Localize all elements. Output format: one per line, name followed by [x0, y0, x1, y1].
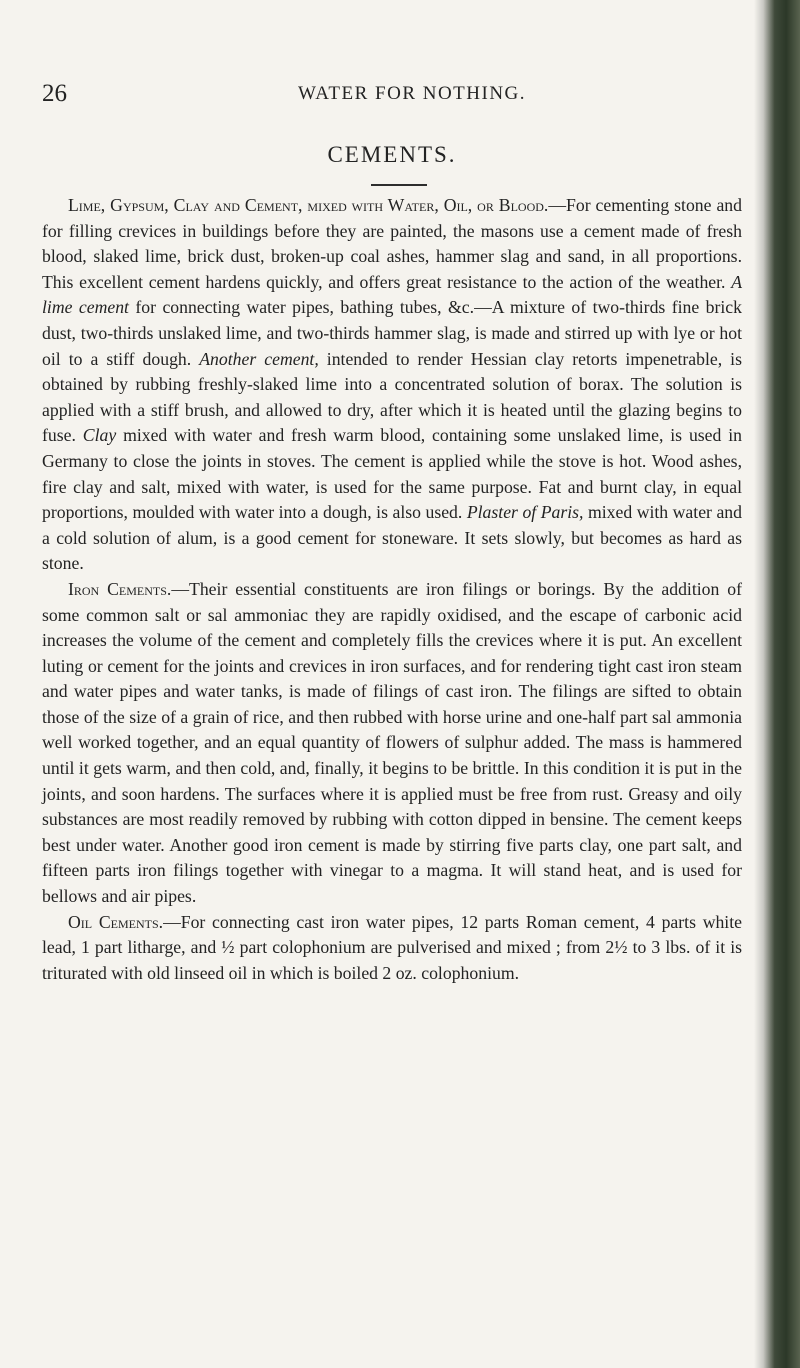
section-title: CEMENTS. — [327, 142, 457, 167]
page-edge-shadow — [754, 0, 800, 1368]
page-number: 26 — [42, 80, 67, 107]
paragraph-iron-cements: Iron Cements.—Their essential constituents are iron filings or borings. By the addition of some common salt or sal ammoniac they are rapidly oxidised, and the escape of carbonic acid increases the volume of the cement and completely fills the crevices where it is put. An excellent luting or cement for the joints and crevices in iron surfaces, and for rendering tight cast iron steam and water pipes and water tanks, is made of filings of cast iron. The filings are sifted to obtain those of the size of a grain of rice, and then rubbed with horse urine and one-half part sal ammonia well worked together, and an equal quantity of flowers of sulphur added. The mass is hammered until it gets warm, and then cold, and, finally, it begins to be brittle. In this condition it is put in the joints, and soon hardens. The surfaces where it is applied must be free from rust. Greasy and oily substances are most readily removed by rubbing with cotton dipped in bensine. The cement keeps best under water. Another good iron cement is made by stirring five parts clay, one part salt, and fifteen parts iron filings together with vinegar to a magma. It will stand heat, and is used for bellows and air pipes. — [42, 578, 742, 907]
body-text — [42, 193, 742, 986]
paragraph-heading: Iron Cements. — [68, 578, 172, 599]
paragraph-heading: Lime, Gypsum, Clay and Cement, mixed with Water, Oil, or Blood. — [68, 195, 549, 215]
running-head: WATER FOR NOTHING. — [297, 83, 527, 104]
paragraph-heading: Oil Cements. — [68, 911, 164, 932]
page-header — [42, 80, 742, 112]
title-rule — [371, 184, 427, 186]
paragraph-oil-cements: Oil Cements.—For connecting cast iron water pipes, 12 parts Roman cement, 4 parts white lead, 1 part litharge, and ½ part colophonium are pulverised and mixed ; from 2½ to 3 lbs. of it is triturated with old linseed oil in which is boiled 2 oz. colophonium. — [42, 911, 742, 983]
paragraph-lime-gypsum: Lime, Gypsum, Clay and Cement, mixed with Water, Oil, or Blood.—For cementing stone and for filling crevices in buildings before they are painted, the masons use a cement made of fresh blood, slaked lime, brick dust, broken-up coal ashes, hammer slag and sand, in all proportions. This excellent cement hardens quickly, and offers great resistance to the action of the weather. A lime cement for connecting water pipes, bathing tubes, &c.—A mixture of two-thirds fine brick dust, two-thirds unslaked lime, and two-thirds hammer slag, is made and stirred up with lye or hot oil to a stiff dough. Another cement, intended to render Hessian clay retorts impenetrable, is obtained by rubbing freshly-slaked lime into a concentrated solution of borax. The solution is applied with a stiff brush, and allowed to dry, after which it is heated until the glazing begins to fuse. Clay mixed with water and fresh warm blood, containing some unslaked lime, is used in Germany to close the joints in stoves. The cement is applied while the stove is hot. Wood ashes, fire clay and salt, mixed with water, is used for the same purpose. Fat and burnt clay, in equal proportions, moulded with water into a dough, is also used. Plaster of Paris, mixed with water and a cold solution of alum, is a good cement for stoneware. It sets slowly, but becomes as hard as stone. — [42, 195, 743, 574]
